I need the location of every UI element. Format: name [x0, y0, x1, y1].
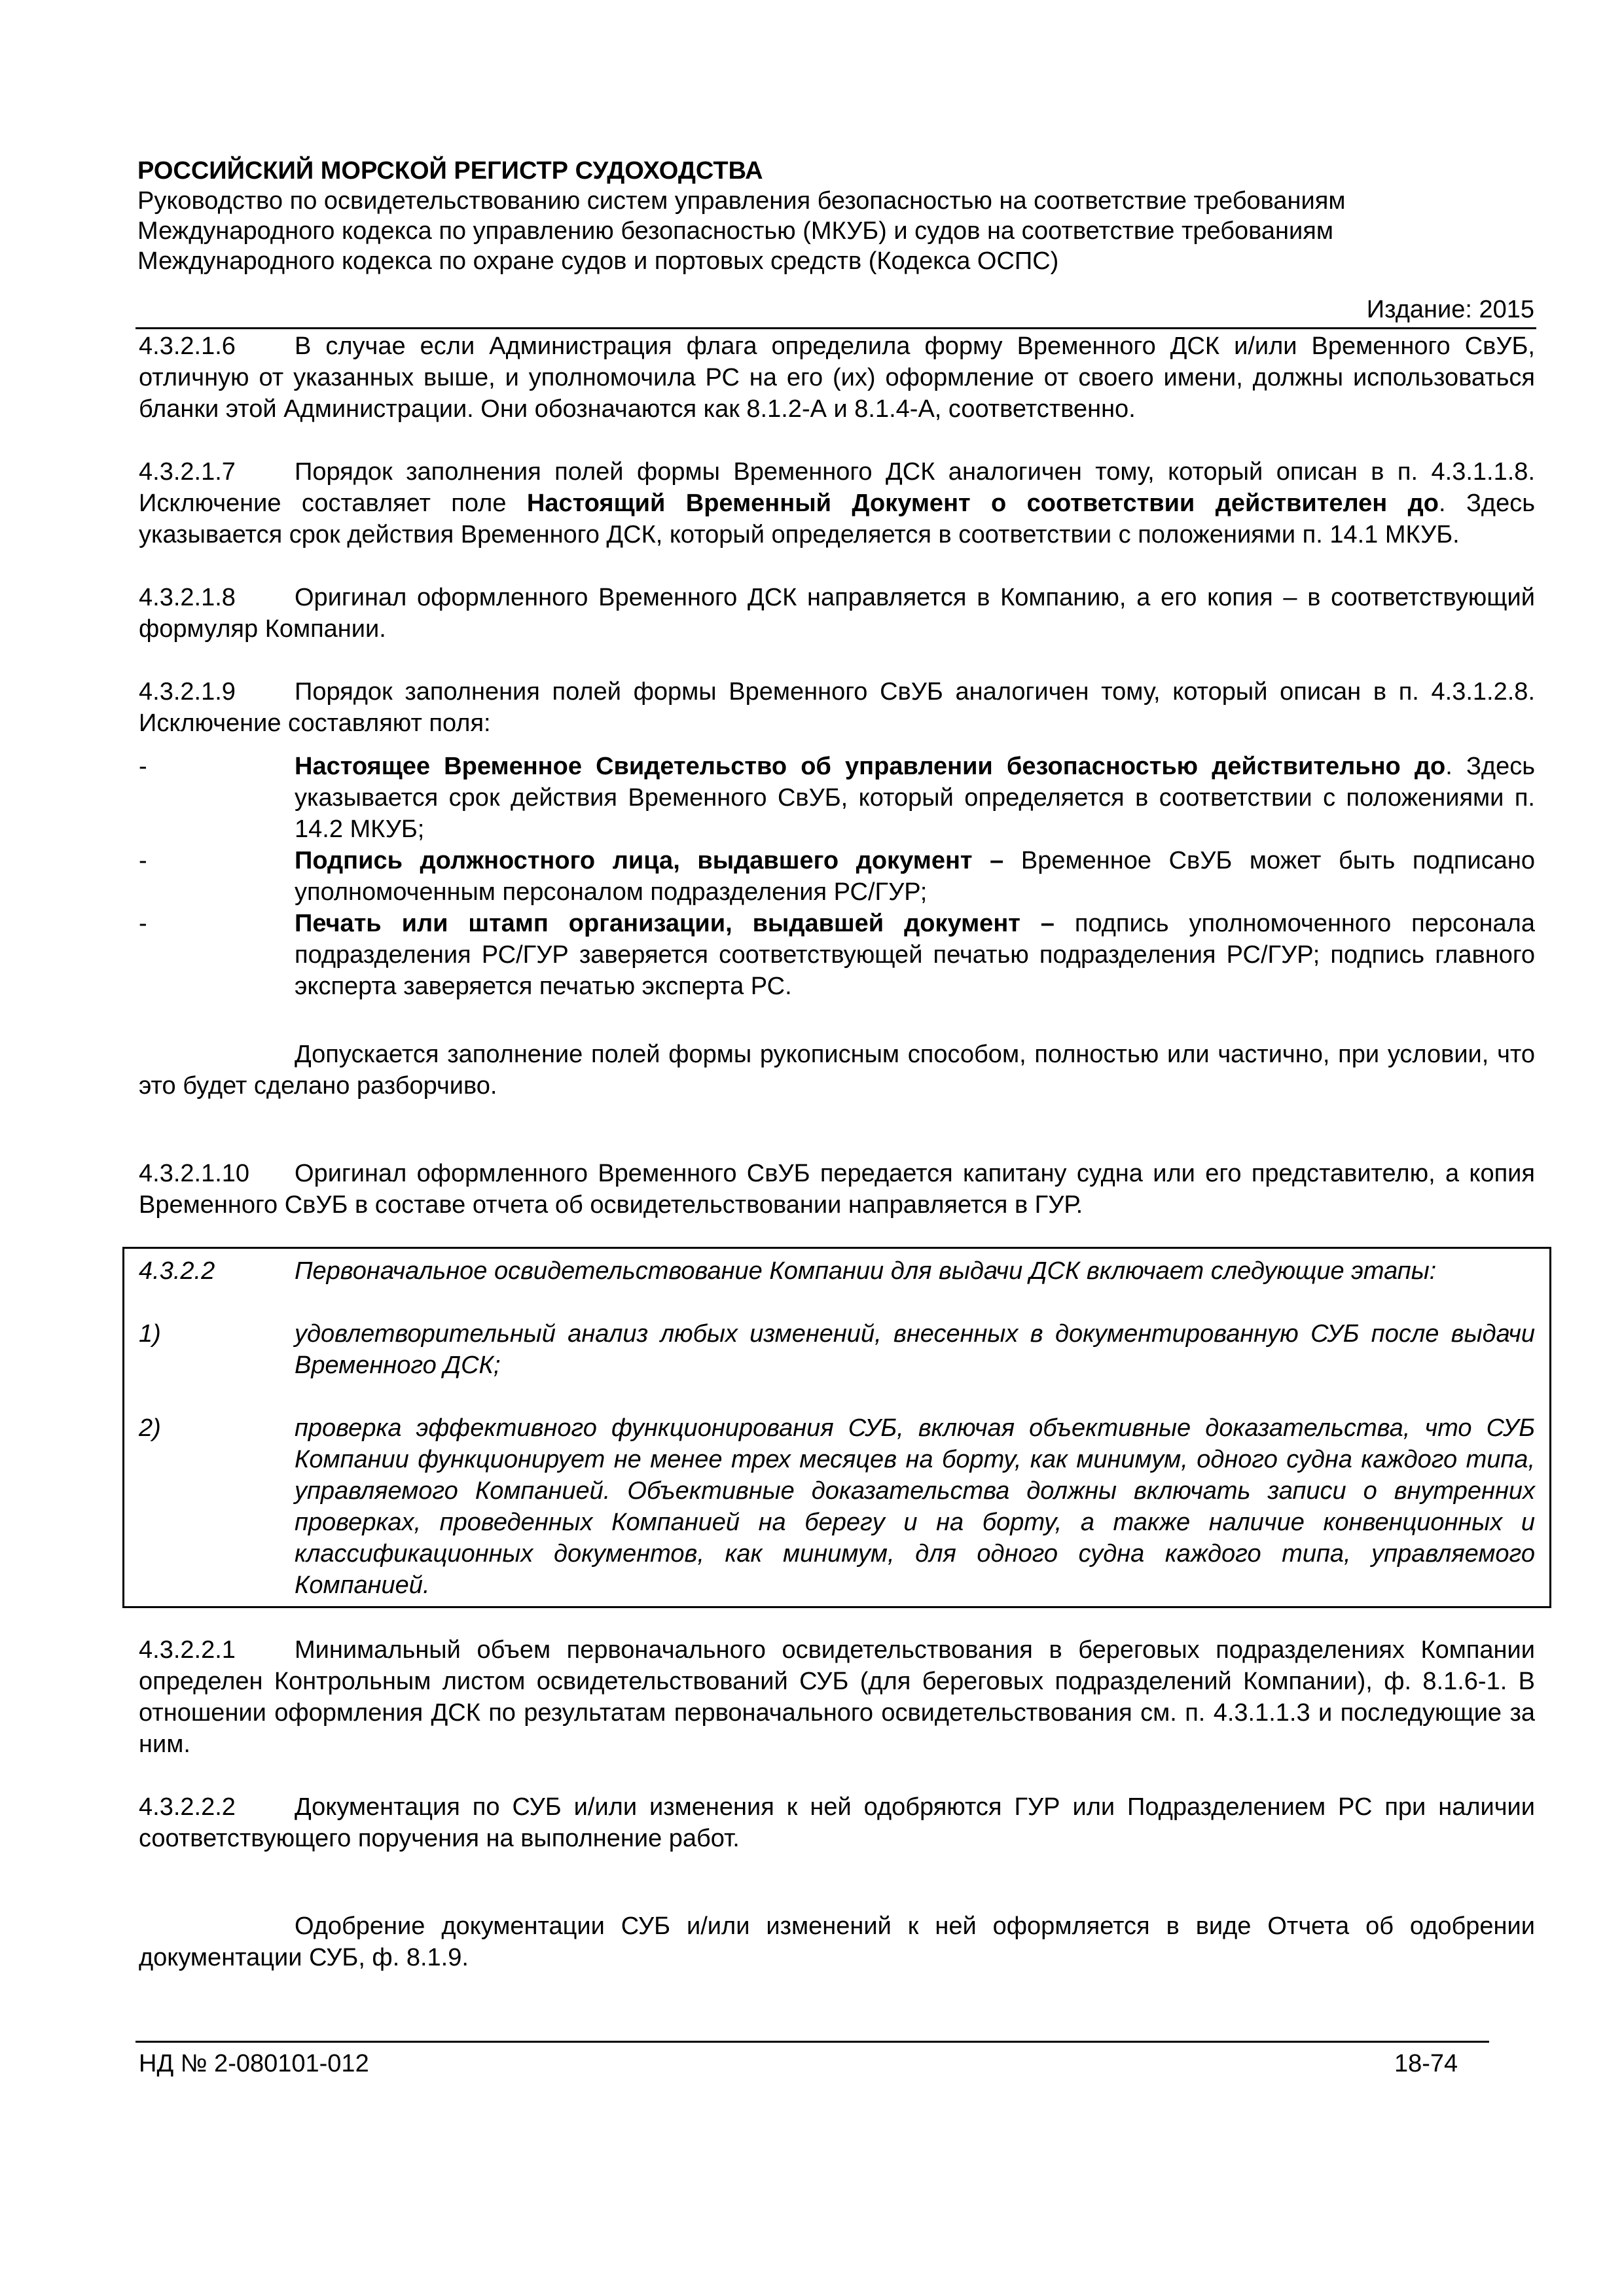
paragraph-text: Оригинал оформленного Временного ДСК направляется в Компанию, а его копия – в соответствующий формуляр Компании.	[139, 584, 1535, 643]
organization-name: РОССИЙСКИЙ МОРСКОЙ РЕГИСТР СУДОХОДСТВА	[137, 157, 763, 185]
paragraph-number: 4.3.2.1.7	[139, 458, 236, 486]
paragraph-4-3-2-1-6	[139, 331, 1535, 425]
paragraph-note: Допускается заполнение полей формы рукописным способом, полностью или частично, при условии, что это будет сделано разборчиво.	[139, 1041, 1535, 1100]
list-item	[139, 1412, 1535, 1601]
list-dash: -	[139, 910, 147, 937]
list-item	[139, 845, 1535, 908]
paragraph-number: 4.3.2.1.6	[139, 332, 236, 360]
paragraph-4-3-2-1-8	[139, 582, 1535, 645]
list-label: 2)	[139, 1414, 161, 1442]
header-divider	[135, 327, 1536, 329]
field-name-bold: Подпись должностного лица, выдавшего документ –	[295, 847, 1004, 874]
paragraph-4-3-2-1-10	[139, 1158, 1535, 1221]
paragraph-4-3-2-2-2	[139, 1791, 1535, 1854]
paragraph-text: . Здесь указывается срок действия Временного ДСК, который определяется в соответствии с положениями п. 14.1 МКУБ.	[139, 490, 1535, 548]
paragraph-number: 4.3.2.1.9	[139, 678, 236, 706]
paragraph-text: Документация по СУБ и/или изменения к ней одобряются ГУР или Подразделением РС при наличии соответствующего поручения на выполнение работ.	[139, 1793, 1535, 1852]
paragraph-4-3-2-2-1	[139, 1634, 1535, 1760]
list-item-text: подпись уполномоченного персонала подразделения РС/ГУР заверяется соответствующей печатью подразделения РС/ГУР; подпись главного эксперта заверяется печатью эксперта РС.	[295, 910, 1535, 1000]
paragraph-number: 4.3.2.1.10	[139, 1160, 250, 1187]
boxed-requirement-4-3-2-2	[122, 1247, 1551, 1608]
list-item	[139, 1318, 1535, 1381]
document-number: НД № 2-080101-012	[139, 2050, 369, 2077]
field-name-bold: Печать или штамп организации, выдавшей документ –	[295, 910, 1055, 937]
paragraph-note: Одобрение документации СУБ и/или изменений к ней оформляется в виде Отчета об одобрении документации СУБ, ф. 8.1.9.	[139, 1912, 1535, 1971]
field-name-bold: Настоящий Временный Документ о соответствии действителен до	[526, 490, 1439, 517]
paragraph-text: Оригинал оформленного Временного СвУБ передается капитану судна или его представителю, а копия Временного СвУБ в составе отчета об освидетельствовании направляется в ГУР.	[139, 1160, 1535, 1219]
document-header	[137, 156, 1538, 276]
list-item-text: . Здесь указывается срок действия Временного СвУБ, который определяется в соответствии с положениями п. 14.2 МКУБ;	[295, 753, 1536, 843]
paragraph-text: В случае если Администрация флага определила форму Временного ДСК и/или Временного СвУБ, отличную от указанных выше, и уполномочила РС на его (их) оформление от своего имени, должны использоваться бланки этой Администрации. Они обозначаются как 8.1.2-А и 8.1.4-А, соответственно.	[139, 332, 1535, 423]
list-dash: -	[139, 753, 147, 780]
document-body	[139, 331, 1535, 1998]
paragraph-text: Порядок заполнения полей формы Временного ДСК аналогичен тому, который описан в п. 4.3.1.1.8. Исключение составляет поле	[139, 458, 1535, 517]
list-item	[139, 908, 1535, 1002]
list-dash: -	[139, 847, 147, 874]
document-title-line-1: Руководство по освидетельствованию систем управления безопасностью на соответствие требованиям	[137, 187, 1346, 215]
document-title-line-3: Международного кодекса по охране судов и портовых средств (Кодекса ОСПС)	[137, 247, 1059, 275]
page-number: 18-74	[1394, 2050, 1458, 2077]
paragraph-4-3-2-1-9	[139, 676, 1535, 739]
list-item-text: Временное СвУБ может быть подписано уполномоченным персоналом подразделения РС/ГУР;	[295, 847, 1535, 906]
list-item-text: проверка эффективного функционирования СУБ, включая объективные доказательства, что СУБ Компании функционирует не менее трех месяцев на борту, как минимум, одного судна каждого типа, управляемого Компанией. Объективные доказательства должны включать записи о внутренних проверках, проведенных Компанией на берегу и на борту, а также наличие конвенционных и классификационных документов, как минимум, для одного судна каждого типа, управляемого Компанией.	[295, 1414, 1535, 1599]
paragraph-4-3-2-2	[139, 1255, 1535, 1287]
paragraph-text: Порядок заполнения полей формы Временного СвУБ аналогичен тому, который описан в п. 4.3.1.2.8. Исключение составляют поля:	[139, 678, 1535, 737]
document-title-line-2: Международного кодекса по управлению безопасностью (МКУБ) и судов на соответствие требованиям	[137, 217, 1333, 245]
paragraph-number: 4.3.2.2	[139, 1257, 215, 1285]
paragraph-number: 4.3.2.2.2	[139, 1793, 236, 1821]
field-name-bold: Настоящее Временное Свидетельство об управлении безопасностью действительно до	[295, 753, 1446, 780]
footer-divider	[135, 2041, 1489, 2043]
list-item-text: удовлетворительный анализ любых изменений, внесенных в документированную СУБ после выдачи Временного ДСК;	[295, 1320, 1535, 1379]
paragraph-text: Первоначальное освидетельствование Компании для выдачи ДСК включает следующие этапы:	[295, 1257, 1437, 1285]
paragraph-number: 4.3.2.1.8	[139, 584, 236, 611]
paragraph-4-3-2-1-7	[139, 456, 1535, 550]
paragraph-text: Минимальный объем первоначального освидетельствования в береговых подразделениях Компании определен Контрольным листом освидетельствований СУБ (для береговых подразделений Компании), ф. 8.1.6-1. В отношении оформления ДСК по результатам первоначального освидетельствования см. п. 4.3.1.1.3 и последующие за ним.	[139, 1636, 1535, 1758]
paragraph-number: 4.3.2.2.1	[139, 1636, 236, 1664]
list-item	[139, 751, 1535, 845]
list-label: 1)	[139, 1320, 161, 1348]
edition-label: Издание: 2015	[1366, 296, 1534, 323]
